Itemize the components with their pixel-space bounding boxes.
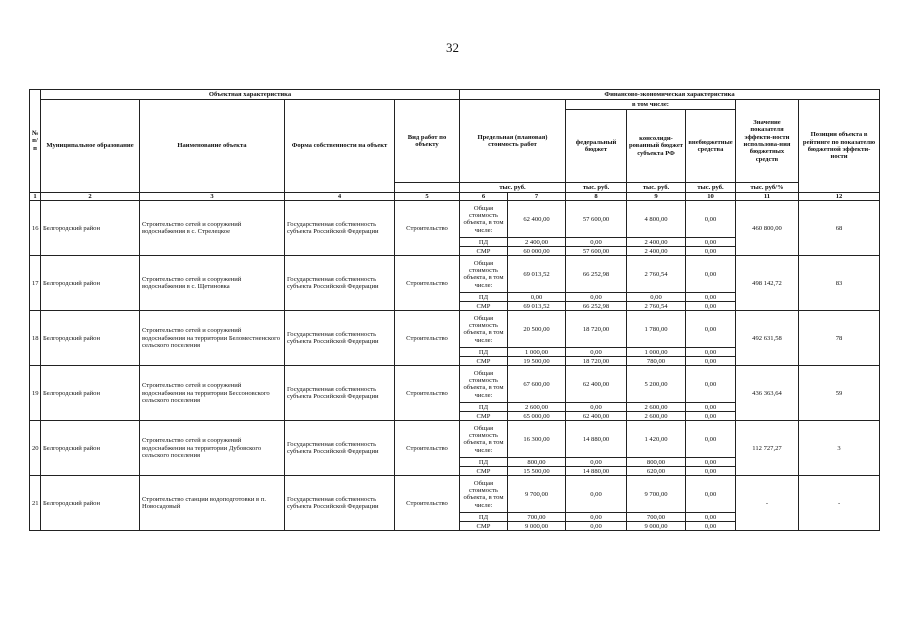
- row-number: 18: [30, 311, 41, 366]
- pd-value-cell: 1 000,00: [627, 348, 686, 357]
- col-num: 10: [686, 193, 736, 201]
- col-num: 9: [627, 193, 686, 201]
- indicator-cell: 112 727,27: [736, 421, 799, 476]
- total-cost-cell: 16 300,00: [508, 421, 566, 458]
- indicator-cell: -: [736, 476, 799, 531]
- smr-value-cell: 9 000,00: [627, 522, 686, 531]
- header-num: № п/п: [30, 90, 41, 193]
- smr-value-cell: 0,00: [686, 412, 736, 421]
- municipality-cell: Белгородский район: [41, 366, 140, 421]
- smr-label-cell: СМР: [460, 522, 508, 531]
- total-label-cell: Общая стоимость объекта, в том числе:: [460, 421, 508, 458]
- smr-value-cell: 620,00: [627, 467, 686, 476]
- total-consolidated-cell: 5 200,00: [627, 366, 686, 403]
- pd-value-cell: 0,00: [686, 403, 736, 412]
- pd-value-cell: 0,00: [508, 293, 566, 302]
- header-municipality: Муниципальное образование: [41, 100, 140, 193]
- smr-label-cell: СМР: [460, 247, 508, 256]
- smr-value-cell: 0,00: [686, 522, 736, 531]
- pd-value-cell: 2 600,00: [627, 403, 686, 412]
- indicator-cell: 460 800,00: [736, 201, 799, 256]
- pd-value-cell: 0,00: [566, 403, 627, 412]
- col-num: 3: [140, 193, 285, 201]
- total-extra-cell: 0,00: [686, 256, 736, 293]
- ownership-cell: Государственная собственность субъекта Российской Федерации: [285, 201, 395, 256]
- total-cost-cell: 9 700,00: [508, 476, 566, 513]
- smr-value-cell: 0,00: [686, 467, 736, 476]
- total-cost-cell: 67 600,00: [508, 366, 566, 403]
- object-name-cell: Строительство сетей и сооружений водоснабжения в с. Щетиновка: [140, 256, 285, 311]
- column-numbers-row: [30, 193, 880, 201]
- pd-label-cell: ПД: [460, 403, 508, 412]
- pd-value-cell: 0,00: [686, 348, 736, 357]
- rank-cell: -: [799, 476, 880, 531]
- pd-label-cell: ПД: [460, 348, 508, 357]
- total-consolidated-cell: 2 760,54: [627, 256, 686, 293]
- col-num: 2: [41, 193, 140, 201]
- work-type-cell: Строительство: [395, 256, 460, 311]
- object-name-cell: Строительство сетей и сооружений водоснабжения на территории Бессоновского сельского поселения: [140, 366, 285, 421]
- header-row-2: [30, 100, 880, 110]
- pd-value-cell: 700,00: [508, 513, 566, 522]
- work-type-cell: Строительство: [395, 201, 460, 256]
- total-label-cell: Общая стоимость объекта, в том числе:: [460, 256, 508, 293]
- pd-value-cell: 0,00: [566, 238, 627, 247]
- smr-value-cell: 18 720,00: [566, 357, 627, 366]
- ownership-cell: Государственная собственность субъекта Российской Федерации: [285, 421, 395, 476]
- row-number: 21: [30, 476, 41, 531]
- ownership-cell: Государственная собственность субъекта Российской Федерации: [285, 476, 395, 531]
- object-name-cell: Строительство сетей и сооружений водоснабжения на территории Беломестненского сельского поселения: [140, 311, 285, 366]
- municipality-cell: Белгородский район: [41, 476, 140, 531]
- smr-value-cell: 57 600,00: [566, 247, 627, 256]
- object-name-cell: Строительство станции водоподготовки в п. Новосадовый: [140, 476, 285, 531]
- total-label-cell: Общая стоимость объекта, в том числе:: [460, 201, 508, 238]
- municipality-cell: Белгородский район: [41, 311, 140, 366]
- pd-value-cell: 2 600,00: [508, 403, 566, 412]
- page-number: 32: [446, 40, 459, 55]
- work-type-cell: Строительство: [395, 421, 460, 476]
- header-consolidated: консолиди-рованный бюджет субъекта РФ: [627, 110, 686, 183]
- header-federal: федеральный бюджет: [566, 110, 627, 183]
- smr-value-cell: 2 600,00: [627, 412, 686, 421]
- col-num: 1: [30, 193, 41, 201]
- ownership-cell: Государственная собственность субъекта Российской Федерации: [285, 311, 395, 366]
- smr-value-cell: 69 013,52: [508, 302, 566, 311]
- col-num: 8: [566, 193, 627, 201]
- pd-label-cell: ПД: [460, 238, 508, 247]
- rank-cell: 68: [799, 201, 880, 256]
- smr-value-cell: 9 000,00: [508, 522, 566, 531]
- table-row: [30, 476, 880, 513]
- smr-value-cell: 60 000,00: [508, 247, 566, 256]
- pd-value-cell: 2 400,00: [627, 238, 686, 247]
- smr-label-cell: СМР: [460, 467, 508, 476]
- smr-value-cell: 66 252,98: [566, 302, 627, 311]
- pd-label-cell: ПД: [460, 458, 508, 467]
- total-federal-cell: 0,00: [566, 476, 627, 513]
- total-consolidated-cell: 1 780,00: [627, 311, 686, 348]
- work-type-cell: Строительство: [395, 476, 460, 531]
- total-federal-cell: 66 252,98: [566, 256, 627, 293]
- smr-value-cell: 0,00: [566, 522, 627, 531]
- pd-value-cell: 0,00: [566, 348, 627, 357]
- municipality-cell: Белгородский район: [41, 256, 140, 311]
- object-name-cell: Строительство сетей и сооружений водоснабжения в с. Стрелецкое: [140, 201, 285, 256]
- header-fin-char: Финансово-экономическая характеристика: [460, 90, 880, 100]
- total-cost-cell: 69 013,52: [508, 256, 566, 293]
- table-row: [30, 366, 880, 403]
- total-federal-cell: 62 400,00: [566, 366, 627, 403]
- table-row: [30, 421, 880, 458]
- header-row-1: [30, 90, 880, 100]
- col-num: 7: [508, 193, 566, 201]
- table-row: [30, 201, 880, 238]
- rank-cell: 59: [799, 366, 880, 421]
- work-type-cell: Строительство: [395, 366, 460, 421]
- pd-value-cell: 1 000,00: [508, 348, 566, 357]
- total-consolidated-cell: 9 700,00: [627, 476, 686, 513]
- smr-value-cell: 2 760,54: [627, 302, 686, 311]
- pd-value-cell: 0,00: [686, 238, 736, 247]
- total-extra-cell: 0,00: [686, 421, 736, 458]
- total-consolidated-cell: 1 420,00: [627, 421, 686, 458]
- col-num: 4: [285, 193, 395, 201]
- header-object-char: Объектная характеристика: [41, 90, 460, 100]
- ownership-cell: Государственная собственность субъекта Российской Федерации: [285, 366, 395, 421]
- smr-value-cell: 0,00: [686, 247, 736, 256]
- pd-value-cell: 0,00: [686, 513, 736, 522]
- smr-label-cell: СМР: [460, 357, 508, 366]
- smr-value-cell: 0,00: [686, 302, 736, 311]
- pd-value-cell: 700,00: [627, 513, 686, 522]
- table-row: [30, 256, 880, 293]
- smr-value-cell: 15 500,00: [508, 467, 566, 476]
- work-type-cell: Строительство: [395, 311, 460, 366]
- row-number: 17: [30, 256, 41, 311]
- total-extra-cell: 0,00: [686, 366, 736, 403]
- header-cost: Предельная (плановая) стоимость работ: [460, 100, 566, 183]
- financial-table: [29, 89, 880, 531]
- total-extra-cell: 0,00: [686, 201, 736, 238]
- rank-cell: 78: [799, 311, 880, 366]
- smr-value-cell: 2 400,00: [627, 247, 686, 256]
- rank-cell: 3: [799, 421, 880, 476]
- ownership-cell: Государственная собственность субъекта Российской Федерации: [285, 256, 395, 311]
- total-extra-cell: 0,00: [686, 476, 736, 513]
- header-rank: Позиции объекта в рейтинге по показателю бюджетной эффекти-ности: [799, 100, 880, 193]
- unit-consolidated: тыс. руб.: [627, 183, 686, 193]
- total-federal-cell: 14 880,00: [566, 421, 627, 458]
- municipality-cell: Белгородский район: [41, 421, 140, 476]
- total-cost-cell: 20 500,00: [508, 311, 566, 348]
- pd-value-cell: 0,00: [627, 293, 686, 302]
- pd-label-cell: ПД: [460, 293, 508, 302]
- col-num: 5: [395, 193, 460, 201]
- total-extra-cell: 0,00: [686, 311, 736, 348]
- header-work-type: Вид работ по объекту: [395, 100, 460, 183]
- row-number: 20: [30, 421, 41, 476]
- indicator-cell: 498 142,72: [736, 256, 799, 311]
- pd-value-cell: 0,00: [566, 458, 627, 467]
- unit-federal: тыс. руб.: [566, 183, 627, 193]
- col-num: 6: [460, 193, 508, 201]
- header-ownership: Форма собственности на объект: [285, 100, 395, 193]
- total-consolidated-cell: 4 800,00: [627, 201, 686, 238]
- header-extra: внебюджетные средства: [686, 110, 736, 183]
- smr-value-cell: 780,00: [627, 357, 686, 366]
- pd-value-cell: 800,00: [508, 458, 566, 467]
- smr-value-cell: 65 000,00: [508, 412, 566, 421]
- smr-label-cell: СМР: [460, 412, 508, 421]
- pd-value-cell: 0,00: [686, 458, 736, 467]
- smr-value-cell: 14 880,00: [566, 467, 627, 476]
- smr-value-cell: 62 400,00: [566, 412, 627, 421]
- smr-value-cell: 0,00: [686, 357, 736, 366]
- unit-cost: тыс. руб.: [460, 183, 566, 193]
- indicator-cell: 436 363,64: [736, 366, 799, 421]
- smr-label-cell: СМР: [460, 302, 508, 311]
- table-row: [30, 311, 880, 348]
- header-indicator: Значение показателя эффекти-ности использова-ния бюджетных средств: [736, 100, 799, 183]
- row-number: 19: [30, 366, 41, 421]
- row-number: 16: [30, 201, 41, 256]
- unit-indicator: тыс. руб/%: [736, 183, 799, 193]
- pd-value-cell: 0,00: [566, 513, 627, 522]
- total-label-cell: Общая стоимость объекта, в том числе:: [460, 476, 508, 513]
- pd-label-cell: ПД: [460, 513, 508, 522]
- indicator-cell: 492 631,58: [736, 311, 799, 366]
- smr-value-cell: 19 500,00: [508, 357, 566, 366]
- pd-value-cell: 800,00: [627, 458, 686, 467]
- total-federal-cell: 57 600,00: [566, 201, 627, 238]
- municipality-cell: Белгородский район: [41, 201, 140, 256]
- col-num: 11: [736, 193, 799, 201]
- header-object-name: Наименование объекта: [140, 100, 285, 193]
- pd-value-cell: 0,00: [566, 293, 627, 302]
- rank-cell: 83: [799, 256, 880, 311]
- units-work-empty: [395, 183, 460, 193]
- total-label-cell: Общая стоимость объекта, в том числе:: [460, 311, 508, 348]
- total-label-cell: Общая стоимость объекта, в том числе:: [460, 366, 508, 403]
- pd-value-cell: 2 400,00: [508, 238, 566, 247]
- header-including: в том числе:: [566, 100, 736, 110]
- object-name-cell: Строительство сетей и сооружений водоснабжения на территории Дубовского сельского поселения: [140, 421, 285, 476]
- total-cost-cell: 62 400,00: [508, 201, 566, 238]
- unit-extra: тыс. руб.: [686, 183, 736, 193]
- total-federal-cell: 18 720,00: [566, 311, 627, 348]
- pd-value-cell: 0,00: [686, 293, 736, 302]
- col-num: 12: [799, 193, 880, 201]
